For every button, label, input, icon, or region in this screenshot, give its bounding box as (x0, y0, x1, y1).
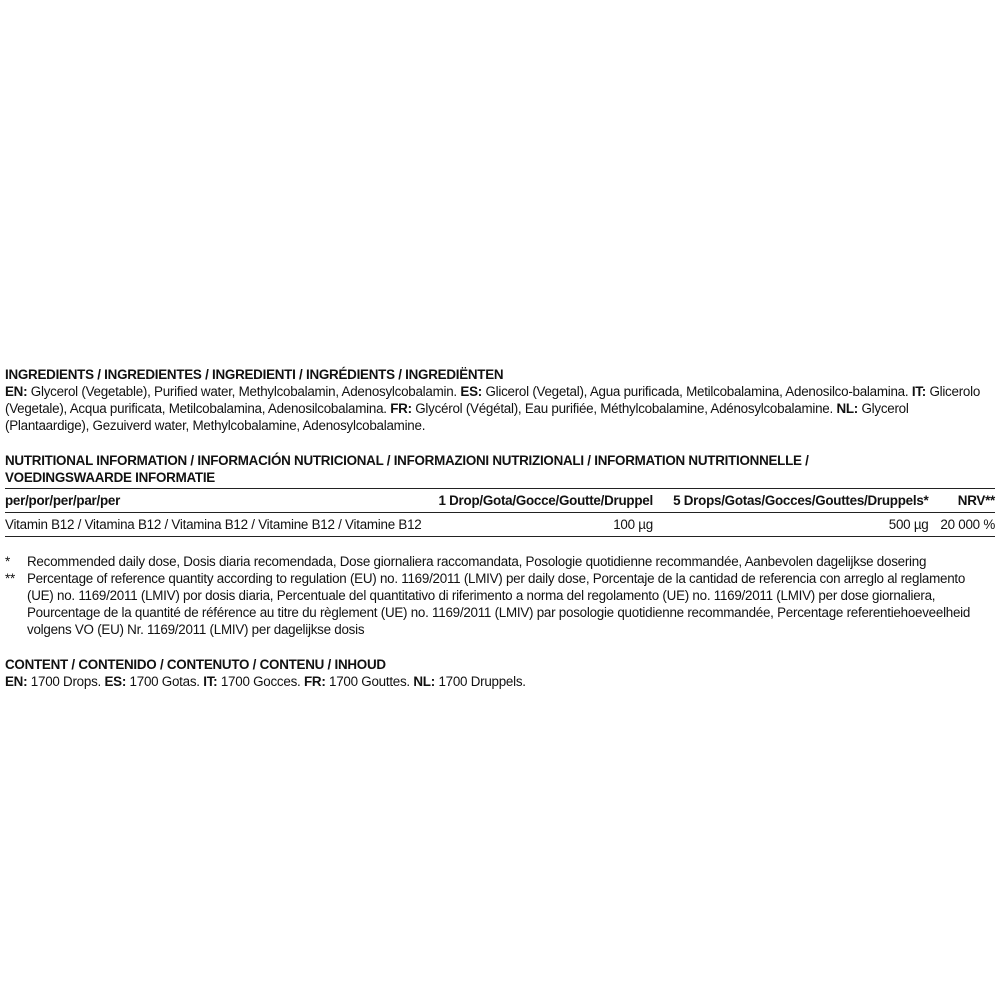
nutrient-one-drop-value: 100 µg (421, 513, 652, 537)
column-header-per: per/por/per/par/per (5, 489, 421, 513)
column-header-nrv: NRV** (929, 489, 996, 513)
content-lang-es: ES: (104, 674, 127, 689)
content-text-nl: 1700 Druppels. (438, 674, 526, 689)
footnote-mark: ** (5, 571, 15, 586)
footnote-text: Percentage of reference quantity according to regulation (EU) no. 1169/2011 (LMIV) per daily dose, Porcentaje de la cantidad de referencia con arreglo al reglamento (UE) no. 1169/2011 (LMIV) por dosis diaria, Percentuale del quantitativo di riferimento a norma del regolamento (UE) no. 1169/2011 (LMIV) per dose giornaliera, Pourcentage de la quantité de référence au titre du règlement (UE) no. 1169/2011 (LMIV) par posologie quotidienne recommandée, Percentage referentiehoeveelheid volgens VO (EU) Nr. 1169/2011 (LMIV) per dagelijkse dosis (27, 571, 971, 637)
ingredients-text-en: Glycerol (Vegetable), Purified water, Methylcobalamin, Adenosylcobalamin. (30, 384, 457, 399)
ingredients-heading: INGREDIENTS / INGREDIENTES / INGREDIENTI / INGRÉDIENTS / INGREDIËNTEN (5, 367, 504, 382)
content-text-fr: 1700 Gouttes. (329, 674, 410, 689)
ingredients-text-nl: Glycerol (Plantaardige), Gezuiverd water, Methylcobalamine, Adenosylcobalamine. (5, 401, 909, 433)
product-label (5, 366, 995, 690)
ingredients-lang-it: IT: (911, 384, 926, 399)
nutrition-table-header (5, 489, 995, 513)
footnote-reference-quantity (5, 570, 995, 638)
footnotes-section (5, 553, 995, 638)
nutrition-heading-line1: NUTRITIONAL INFORMATION / INFORMACIÓN NUTRICIONAL / INFORMAZIONI NUTRIZIONALI / INFORMATION NUTRITIONNELLE / (5, 453, 809, 468)
content-text-es: 1700 Gotas. (129, 674, 200, 689)
nutrient-name: Vitamin B12 / Vitamina B12 / Vitamina B12 / Vitamine B12 / Vitamine B12 (5, 513, 421, 537)
nutrient-nrv-value: 20 000 % (929, 513, 996, 537)
ingredients-text (5, 383, 995, 434)
footnote-text: Recommended daily dose, Dosis diaria recomendada, Dose giornaliera raccomandata, Posologie quotidienne recommandée, Aanbevolen dagelijkse dosering (27, 554, 927, 569)
footnote-mark: * (5, 554, 10, 569)
content-lang-it: IT: (203, 674, 218, 689)
content-lang-en: EN: (5, 674, 28, 689)
content-heading: CONTENT / CONTENIDO / CONTENUTO / CONTENU / INHOUD (5, 657, 386, 672)
nutrient-five-drops-value: 500 µg (653, 513, 929, 537)
content-lang-fr: FR: (303, 674, 326, 689)
content-section (5, 656, 995, 690)
ingredients-section (5, 366, 995, 434)
table-row (5, 513, 995, 537)
nutrition-section (5, 452, 995, 537)
ingredients-text-es: Glicerol (Vegetal), Agua purificada, Metilcobalamina, Adenosilco-balamina. (485, 384, 909, 399)
nutrition-table (5, 488, 995, 537)
content-lang-nl: NL: (413, 674, 435, 689)
content-text-it: 1700 Gocces. (220, 674, 301, 689)
column-header-one-drop: 1 Drop/Gota/Gocce/Goutte/Druppel (421, 489, 652, 513)
ingredients-lang-en: EN: (5, 384, 28, 399)
ingredients-text-it: Glicerolo (Vegetale), Acqua purificata, Metilcobalamina, Adenosilcobalamina. (5, 384, 981, 416)
content-text-en: 1700 Drops. (30, 674, 101, 689)
footnote-daily-dose (5, 553, 995, 570)
ingredients-lang-fr: FR: (390, 401, 412, 416)
content-text (5, 673, 995, 690)
ingredients-text-fr: Glycérol (Végétal), Eau purifiée, Méthylcobalamine, Adénosylcobalamine. (415, 401, 833, 416)
ingredients-lang-nl: NL: (836, 401, 858, 416)
ingredients-lang-es: ES: (460, 384, 482, 399)
nutrition-heading-line2: VOEDINGSWAARDE INFORMATIE (5, 470, 215, 485)
column-header-five-drops: 5 Drops/Gotas/Gocces/Gouttes/Druppels* (653, 489, 929, 513)
